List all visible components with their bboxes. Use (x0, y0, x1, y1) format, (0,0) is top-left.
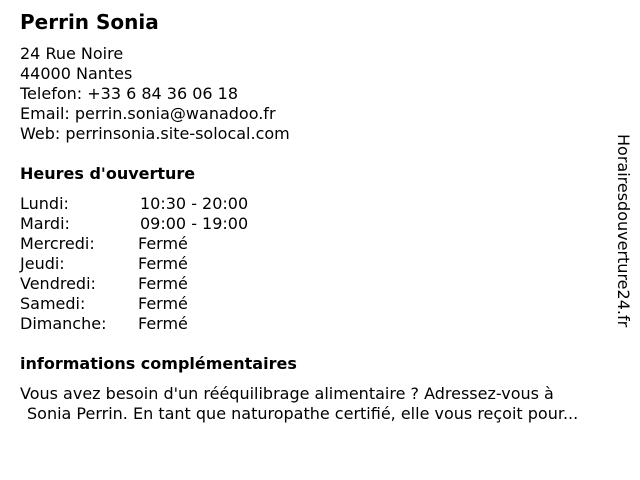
time-value: Fermé (138, 274, 188, 293)
street-address: 24 Rue Noire (20, 44, 124, 63)
time-value: Fermé (138, 254, 188, 273)
info-description (20, 384, 620, 424)
day-label: Lundi: (20, 194, 69, 213)
hours-row-tuesday (20, 214, 620, 234)
opening-hours-table (20, 194, 620, 334)
day-label: Mardi: (20, 214, 70, 233)
time-value: Fermé (138, 294, 188, 313)
time-value: 10:30 - 20:00 (140, 194, 249, 213)
email-address: Email: perrin.sonia@wanadoo.fr (20, 104, 276, 123)
info-heading: informations complémentaires (20, 354, 297, 373)
time-value: Fermé (138, 314, 188, 333)
city-postal: 44000 Nantes (20, 64, 133, 83)
time-value: 09:00 - 19:00 (140, 214, 249, 233)
hours-row-monday (20, 194, 620, 214)
phone-number: Telefon: +33 6 84 36 06 18 (20, 84, 239, 103)
hours-row-wednesday (20, 234, 620, 254)
site-watermark: Horairesdouverture24.fr (614, 134, 633, 328)
hours-row-sunday (20, 314, 620, 334)
day-label: Mercredi: (20, 234, 95, 253)
business-name: Perrin Sonia (20, 10, 159, 34)
day-label: Dimanche: (20, 314, 107, 333)
hours-heading: Heures d'ouverture (20, 164, 196, 183)
time-value: Fermé (138, 234, 188, 253)
contact-block (20, 44, 620, 144)
hours-row-saturday (20, 294, 620, 314)
hours-row-friday (20, 274, 620, 294)
info-line-2: Sonia Perrin. En tant que naturopathe certifié, elle vous reçoit pour... (27, 404, 579, 423)
hours-row-thursday (20, 254, 620, 274)
day-label: Samedi: (20, 294, 86, 313)
info-line-1: Vous avez besoin d'un rééquilibrage alimentaire ? Adressez-vous à (20, 384, 554, 403)
day-label: Jeudi: (20, 254, 65, 273)
business-card (20, 10, 620, 424)
website: Web: perrinsonia.site-solocal.com (20, 124, 290, 143)
day-label: Vendredi: (20, 274, 96, 293)
